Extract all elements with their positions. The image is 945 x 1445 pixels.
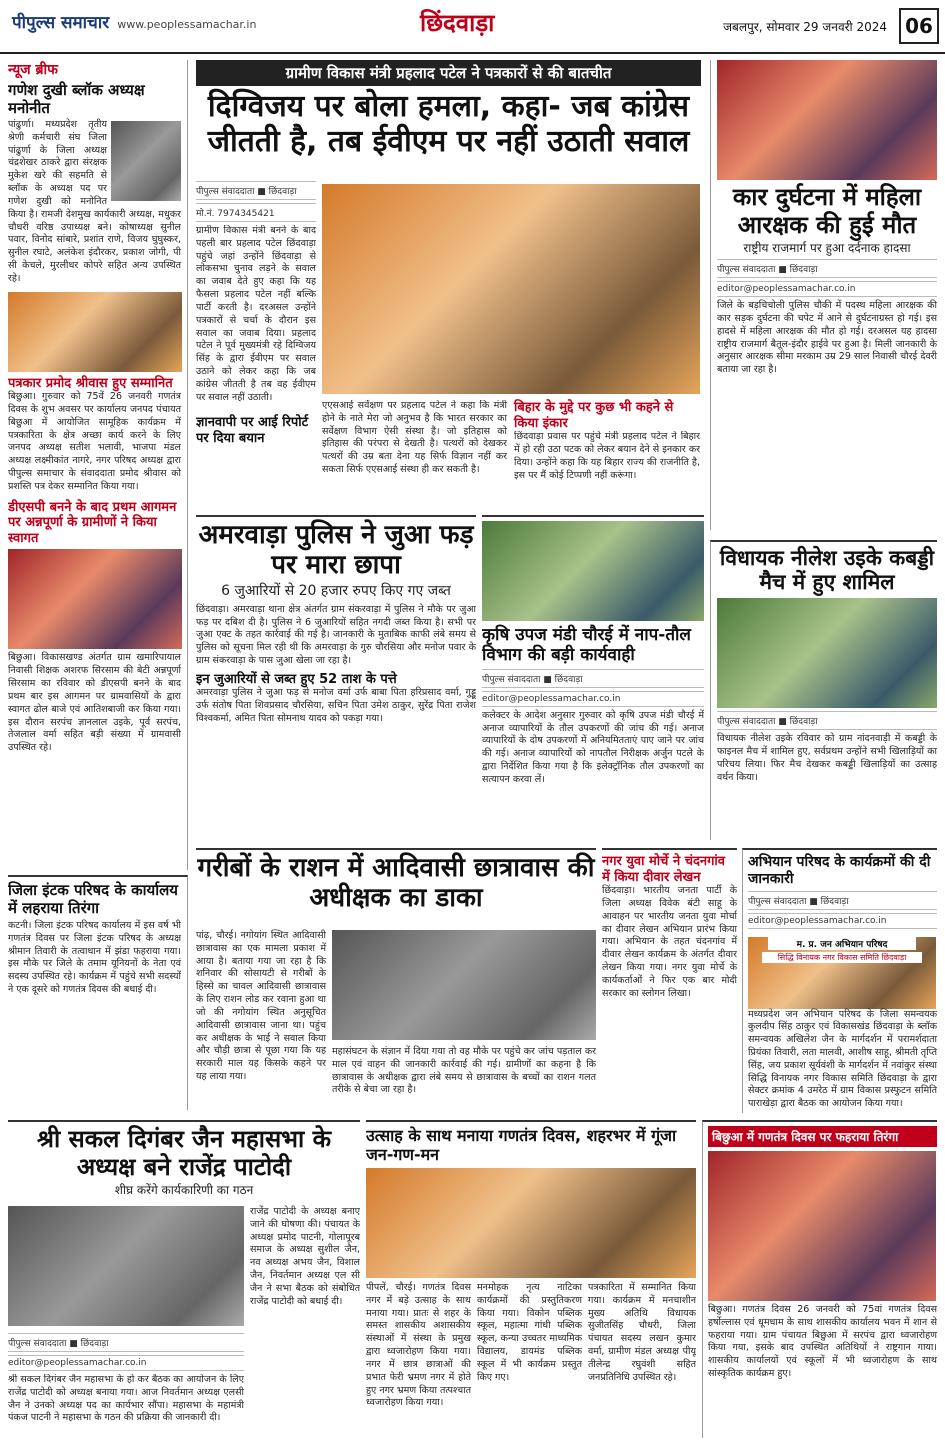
kabaddi-body: विधायक नीलेश उइके रविवार को ग्राम नांदनवाड़ी में कबड्डी के फाइनल मैच में शामिल हुए, सर्वप्रथम उन्होंने सभी खिलाड़ियों का परिचय लिया। फिर मैच देखकर कबड्डी खिलाड़ियों का उत्साह वर्धन किया। bbox=[717, 733, 937, 783]
accident-byline: पीपुल्स संवाददाता ■ छिंदवाड़ा bbox=[717, 259, 937, 278]
abhiyan-photo bbox=[748, 937, 936, 1009]
lead-mobile: मो.नं. 7974345421 bbox=[196, 203, 316, 222]
kabaddi-headline: विधायक नीलेश उइके कबड्डी मैच में हुए शामिल bbox=[719, 546, 935, 595]
abhiyan-body: मध्यप्रदेश जन अभियान परिषद के जिला समन्वयक कुलदीप सिंह ठाकुर एवं विकासखंड छिंदवाड़ा के ब्लॉक समन्वयक अखिलेश जैन के मार्गदर्शन में परामर्शदाता प्रियंका तिवारी, लता मालवी, आशीष साहू, श्रीमती तृप्ति सिंह, जय प्रकाश सूर्यवंशी के मार्गदर्शन में नवांकुर संस्था सिद्धि विनायक नगर विकास समिति छिंदवाड़ा के द्वारा सेक्टर क्रमांक 4 उमरेठ में ग्राम विकास प्रस्फुटन समिति पाराखेड़ा द्वारा बैठक का आयोजन किया गया। bbox=[748, 1008, 937, 1110]
kabaddi-byline: पीपुल्स संवाददाता ■ छिंदवाड़ा bbox=[717, 711, 937, 730]
lead-body-3: छिंदवाड़ा प्रवास पर पहुंचे मंत्री प्रहलाद पटेल ने बिहार में हो रही उठा पटक को लेकर बयान देने से इनकार कर दिया। उन्होंने कहा कि यह बिहार राज्य की राजनीति है, इस पर मैं कोई टिप्पणी नहीं करूंगा। bbox=[514, 431, 700, 481]
republic-body: पीपलें, चौरई। गणतंत्र दिवस नगर में बड़े उत्साह के साथ मनाया गया। प्रातः से शहर के समस्त शासकीय अशासकीय संस्थाओं में संस्था के प्रमुख द्वारा ध्वजारोहण किया गया। नगर में छात्र छात्राओं की प्रभात फेरी भ्रमण नगर में होते हुए नगर भ्रमण किया तत्पश्चात ध्वजारोहण किया गया। bbox=[366, 1282, 471, 1409]
mandi-body: कलेक्टर के आदेश अनुसार गुरुवार को कृषि उपज मंडी चौरई में अनाज व्यापारियों के तौल उपकरणों की जांच की गई। अनाज व्यापारियों के दोष उपकरणों में अनियमितताएं पाए जाने पर जांच की गई। अनाज व्यापारियों को नापतौल निरीक्षक अर्जुन पटले के द्वारा निर्देशित किया गया है कि इलेक्ट्रॉनिक तौल उपकरणों का सत्यापन करवा लें। bbox=[482, 709, 704, 785]
lead-kicker: ग्रामीण विकास मंत्री प्रहलाद पटेल ने पत्रकारों से की बातचीत bbox=[196, 60, 701, 86]
abhiyan-email: editor@peoplessamachar.co.in bbox=[748, 913, 937, 929]
mandi-email: editor@peoplessamachar.co.in bbox=[482, 691, 704, 707]
ration-photo bbox=[332, 930, 596, 1040]
brief-2-headline: पत्रकार प्रमोद श्रीवास हुए सम्मानित bbox=[8, 375, 173, 391]
city-title: छिंदवाड़ा bbox=[420, 9, 495, 37]
gambling-body: छिंदवाड़ा। अमरवाड़ा थाना क्षेत्र अंतर्गत ग्राम संकरवाड़ा में पुलिस ने मौके पर जुआ फड़ पर दबिश दी है। पुलिस ने 6 जुआरियों सहित नगदी जब्त किया है। सभी पर जुआ एक्ट के तहत कार्रवाई की गई है। जानकारी के मुताबिक काफी लंबे समय से पुलिस को सूचना मिल रही थी कि अमरवाड़ा के गुरु चौरसिया और मनोज पवार के ग्राम संकरवाड़ा के पास जुआ खेला जा रहा है। bbox=[196, 603, 476, 667]
lead-photo bbox=[322, 184, 700, 394]
brief-1-body: पांढुर्णा। मध्यप्रदेश तृतीय श्रेणी कर्मचारी संघ जिला पांढुर्णा के जिला अध्यक्ष चंद्रशेखर ठाकरे द्वारा संरक्षक मुकेश खरे की सहमति से ब्लॉक के अध्यक्ष पद पर गणेश दुखी को मनोनित किया है। रामजी देशमुख कार्यकारी अध्यक्ष, मधुकर चौधरी वरिष्ठ उपाध्यक्ष बने। कोषाध्यक्ष सुनील पवार, विनोद सांबारे, प्रशांत राणे, विजय घुघुस्कर, सुनील रघाटे, अलंकेश इंदौरकर, प्रकाश जोगी, पी सी केचले, मुरलीधर कोपरे सहित अन्य उपस्थित रहे। bbox=[8, 119, 181, 284]
brief-2-body: बिछुआ। गुरुवार को 75वें 26 जनवरी गणतंत्र दिवस के शुभ अवसर पर कार्यालय जनपद पंचायत बिछुआ में आयोजित सामूहिक कार्यक्रम में पत्रकारिता के क्षेत्र अच्छा कार्य करने के लिए जनपद अध्यक्ष सतीश भलावी, भाजपा मंडल अध्यक्ष लक्ष्मीकांत नागरे, नगर परिषद अध्यक्ष द्वारा पीपुल्स समाचार के संवाददाता प्रमोद श्रीवास को प्रशस्ति पत्र देकर सम्मानित किया गया। bbox=[8, 391, 181, 492]
accident-story bbox=[710, 60, 937, 530]
accident-headline: कार दुर्घटना में महिला आरक्षक की हुई मौत bbox=[732, 183, 922, 239]
brand-logo: पीपुल्स समाचार www.peoplessamachar.in bbox=[12, 13, 257, 33]
republic-photo bbox=[366, 1168, 696, 1278]
accident-subhead: राष्ट्रीय राजमार्ग पर हुआ दर्दनाक हादसा bbox=[743, 241, 911, 256]
gambling-subhead: 6 जुआरियों से 20 हजार रुपए किए गए जब्त bbox=[221, 582, 451, 599]
jain-body-2: राजेंद्र पाटोदी के अध्यक्ष बनाए जाने की घोषणा की। पंचायत के अध्यक्ष प्रमोद पाटनी, गोलापूरब समाज के अध्यक्ष सुशील जैन, नव अध्यक्ष अभय जैन, विशाल जैन, निवर्तमान अध्यक्ष एल सी जैन ने सभा बैठक को संबोधित राजेंद्र पाटोदी को बधाई दी। bbox=[250, 1206, 360, 1307]
mandi-byline: पीपुल्स संवाददाता ■ छिंदवाड़ा bbox=[482, 669, 704, 688]
abhiyan-byline: पीपुल्स संवाददाता ■ छिंदवाड़ा bbox=[748, 891, 937, 910]
masthead bbox=[0, 0, 945, 54]
wall-story bbox=[602, 848, 737, 1113]
brief-1-portrait bbox=[111, 121, 181, 201]
lead-body: ग्रामीण विकास मंत्री बनने के बाद पहली बार प्रहलाद पटेल छिंदवाड़ा पहुंचे जहां उन्होंने छिंदवाड़ा से लोकसभा चुनाव लड़ने के सवाल का जवाब देते हुए कहा कि यह फैसला प्रहलाद पटेल नहीं बल्कि पार्टी करती है। दरअसल उन्होंने पत्रकारों से चर्चा के दौरान इस सवाल का जवाब दिया। प्रहलाद पटेल ने पूर्व मुख्यमंत्री रहे दिग्विजय सिंह के द्वारा ईवीएम पर सवाल उठाने को लेकर कहा कि जब कांग्रेस जीतती है तब वह ईवीएम पर सवाल नहीं उठाती। bbox=[196, 225, 316, 403]
lead-body-2: एएसआई सर्वेक्षण पर प्रहलाद पटेल ने कहा कि मंत्री होने के नाते मेरा जो अनुभव है कि भारत सरकार का सर्वेक्षण विभाग ऐसी संस्था है। जो इतिहास को इतिहास की परंपरा से देखती है। पत्थरों को देखकर पत्थरों की उम्र बता देना यह सिर्फ विज्ञान नहीं कर सकता सिर्फ एएसआई संस्था ही कर सकती है। bbox=[322, 400, 507, 476]
bichhua-headline: बिछुआ में गणतंत्र दिवस पर फहराया तिरंगा bbox=[708, 1126, 937, 1147]
lead-headline-1: दिग्विजय पर बोला हमला, कहा- जब कांग्रेस bbox=[207, 89, 690, 124]
lead-headline-2: जीतती है, तब ईवीएम पर नहीं उठाती सवाल bbox=[207, 123, 690, 159]
bichhua-story bbox=[702, 1120, 937, 1438]
abhiyan-story bbox=[742, 848, 937, 1113]
gambling-body-2: अमरवाड़ा पुलिस ने जुआ फड़ से मनोज वर्मा उर्फ बाबा पिता हरिप्रसाद वर्मा, गुड्डू उर्फ संतोष पिता शिवप्रसाद चौरसिया, सचिन पिता उमेश ठाकुर, सुरेंद्र पिता राजेश विश्वकर्मा, अमित पिता सोमनाथ यादव को पकड़ा गया। bbox=[196, 687, 476, 725]
accident-email: editor@peoplessamachar.co.in bbox=[717, 281, 937, 297]
brief-3-photo bbox=[8, 549, 182, 649]
ration-headline: गरीबों के राशन में आदिवासी छात्रावास की अधीक्षक का डाका bbox=[197, 853, 595, 913]
abhiyan-banner: म. प्र. जन अभियान परिषद bbox=[768, 937, 916, 950]
news-brief-tag: न्यूज ब्रीफ bbox=[8, 62, 58, 78]
republic-story bbox=[366, 1120, 696, 1438]
jain-story bbox=[8, 1120, 360, 1438]
brief-1-headline: गणेश दुखी ब्लॉक अध्यक्ष मनोनीत bbox=[8, 81, 145, 117]
jain-headline: श्री सकल दिगंबर जैन महासभा के अध्यक्ष बने राजेंद्र पाटोदी bbox=[36, 1125, 332, 1181]
wall-headline: नगर युवा मोर्चे ने चंदनगांव में किया दीवार लेखन bbox=[602, 854, 725, 885]
bichhua-body: बिछुआ। गणतंत्र दिवस 26 जनवरी को 75वां गणतंत्र दिवस हर्षोल्लास एवं धूमधाम के साथ शासकीय कार्यालय भवन में शान से फहराया गया। ग्राम पंचायत बिछुआ में सरपंच द्वारा ध्वजारोहण किया गया, इसके बाद उपस्थित अतिथियों ने राष्ट्रगान गाया। शासकीय कार्यालयों एवं स्कूलों में भी ध्वजारोहण के साथ सांस्कृतिक कार्यक्रम हुए। bbox=[708, 1304, 937, 1380]
ration-body-2: महासंघटन के संज्ञान में दिया गया तो वह मौके पर पहुंचे कर जांच पड़ताल कर माल एवं वाहन की जानकारी कार्रवाई की गई। ग्रामीणों का कहना है कि छात्रावास के अधीक्षक द्वारा लंबे समय से छात्रावास के बच्चों का राशन गलत तरीके से बेचा जा रहा है। bbox=[332, 1046, 596, 1096]
lead-sub-2: बिहार के मुद्दे पर कुछ भी कहने से किया इंकार bbox=[514, 400, 674, 431]
republic-headline: उत्साह के साथ मनाया गणतंत्र दिवस, शहरभर में गूंजा जन-गण-मन bbox=[366, 1126, 677, 1165]
gambling-headline: अमरवाड़ा पुलिस ने जुआ फड़ पर मारा छापा bbox=[198, 520, 474, 580]
mandi-photo bbox=[482, 521, 704, 621]
brief-2-photo bbox=[8, 292, 182, 372]
news-brief-column bbox=[8, 60, 188, 870]
jain-photo bbox=[8, 1206, 244, 1326]
abhiyan-banner-2: सिद्धि विनायक नगर विकास समिति छिंदवाड़ा bbox=[762, 952, 922, 963]
republic-body-2: मनमोहक नृत्य नाटिका कार्यक्रमों की प्रस्तुतिकरण किया गया। विकोन पब्लिक स्कूल, महात्मा गांधी पब्लिक स्कूल, कन्या उच्चतर माध्यमिक विद्यालय, डायमंड पब्लिक स्कूल में भी कार्यक्रम प्रस्तुत किए गए। bbox=[477, 1282, 582, 1383]
accident-photo bbox=[717, 60, 937, 180]
jain-email: editor@peoplessamachar.co.in bbox=[8, 1355, 244, 1371]
gambling-story bbox=[196, 515, 476, 835]
bichhua-photo bbox=[708, 1151, 936, 1301]
abhiyan-headline: अभियान परिषद के कार्यक्रमों की दी जानकारी bbox=[748, 854, 931, 887]
tricolor-headline: जिला इंटक परिषद के कार्यालय में लहराया तिरंगा bbox=[8, 881, 178, 917]
kabaddi-story bbox=[710, 540, 937, 840]
lead-story bbox=[196, 60, 701, 510]
ration-story bbox=[196, 848, 596, 1113]
wall-body: छिंदवाड़ा। भारतीय जनता पार्टी के जिला अध्यक्ष विवेक बंटी साहू के आवाहन पर भारतीय जनता युवा मोर्चा का दीवार लेखन अभियान प्रारंभ किया गया। अभियान के तहत चंदनगांव में दीवार लेखन कार्यक्रम के अंतर्गत दीवार लेखन किया गया। नगर युवा मोर्चे के कार्यकर्ताओं ने फिर एक बार मोदी सरकार का स्लोगन लिखा। bbox=[602, 885, 737, 999]
republic-body-3: पत्रकारिता में सम्मानित किया गया। कार्यक्रम में मनचाशीन मुख्य अतिथि विधायक सुजीतसिंह चौधरी, जिला पंचायत सदस्य लखन कुमार वर्मा, ग्रामीण मंडल अध्यक्ष पीयू तीलेन्द्र रघुवंशी सहित जनप्रतिनिधि उपस्थित रहे। bbox=[588, 1282, 696, 1383]
jain-subhead: शीघ्र करेंगे कार्यकारिणी का गठन bbox=[114, 1183, 254, 1198]
tricolor-body: कटनी। जिला इंटक परिषद कार्यालय में इस वर्ष भी गणतंत्र दिवस पर जिला इंटक परिषद के अध्यक्ष श्रीमान तिवारी के तत्वाधान में झंडा फहराया गया। इस मौके पर जिले के तमाम यूनियनों के नेता एवं सदस्य उपस्थित रहे। कार्यक्रम में पहुंचे सभी सदस्यों ने एक दूसरे को गणतंत्र दिवस की बधाई दी। bbox=[8, 920, 181, 996]
jain-body: श्री सकल दिगंबर जैन महासभा के हो कर बैठक का आयोजन के लिए राजेंद्र पाटोदी को अध्यक्ष बनाया गया। आज निवर्तमान अध्यक्ष एलसी जैन ने उनको अध्यक्ष पद का कार्यभार सौंपा। महासभा के महामंत्री पंकज पाटनी ने महासभा के गठन की प्रक्रिया की जानकारी दी। bbox=[8, 1374, 244, 1424]
dateline: जबलपुर, सोमवार 29 जनवरी 2024 bbox=[723, 20, 887, 34]
kabaddi-photo bbox=[717, 598, 937, 708]
accident-body: जिले के बड़चिचोली पुलिस चौकी में पदस्थ महिला आरक्षक की कार सड़क दुर्घटना की चपेट में आने से दुर्घटनाग्रस्त हो गई। इस हादसे में महिला आरक्षक की मौत हो गई। दरअसल यह हादसा राष्ट्रीय राजमार्ग बैतूल-इंदौर हाईवे पर हुआ है। मिली जानकारी के अनुसार आरक्षक सीमा मरकाम उम्र 29 साल निवासी चौरई देवरी बताया जा रहा है। bbox=[717, 300, 937, 376]
mandi-story bbox=[482, 515, 704, 845]
lead-sub-1: ज्ञानवापी पर आई रिपोर्ट पर दिया बयान bbox=[196, 415, 309, 446]
tricolor-story bbox=[8, 875, 188, 1110]
gambling-sub-1: इन जुआरियों से जब्त हुए 52 ताश के पत्ते bbox=[196, 671, 397, 687]
mandi-headline: कृषि उपज मंडी चौरई में नाप-तौल विभाग की बड़ी कार्यवाही bbox=[482, 625, 691, 666]
brief-3-headline: डीएसपी बनने के बाद प्रथम आगमन पर अन्नपूर्णा के ग्रामीणों ने किया स्वागत bbox=[8, 499, 177, 546]
website: www.peoplessamachar.in bbox=[117, 18, 257, 31]
jain-byline: पीपुल्स संवाददाता ■ छिंदवाड़ा bbox=[8, 1333, 244, 1352]
lead-byline: पीपुल्स संवाददाता ■ छिंदवाड़ा bbox=[196, 181, 316, 200]
page-number: 06 bbox=[899, 8, 939, 44]
ration-body: पांढ़, चौरई। नगोयांग स्थित आदिवासी छात्रावास का एक मामला प्रकाश में आया है। बताया गया जा रहा है कि शनिवार की सोसायटी से गरीबों के हिस्से का चावल आदिवासी छात्रावास के लिए राशन लोड कर रवाना हुआ था जो की नगोयांग स्थित अनुसूचित आदिवासी छात्रावास जाना था। पहुंच कर अधीक्षक के भाई ने सवाल किया और चौड़ी छात्रा से पूछा गया कि यह सरकारी माल यह किसके कहने पर यह लाया गया। bbox=[196, 930, 326, 1082]
brief-3-body: बिछुआ। विकासखण्ड अंतर्गत ग्राम खमारिपायाल निवासी शिक्षक अशरफ सिरसाम की बेटी अन्नपूर्णा सिरसाम का रविवार को डीएसपी बनने के बाद प्रथम बार इस आगमन पर ग्रामवासियों के द्वारा स्वागत ढोल बाजे एवं आतिशबाजी कर किया गया। इस दौरान सरपंच ज्ञानलाल उइके, पूर्व सरपंच, तेजलाल वर्मा सहित बड़ी संख्या में ग्रामवासी उपस्थित रहे। bbox=[8, 652, 181, 754]
